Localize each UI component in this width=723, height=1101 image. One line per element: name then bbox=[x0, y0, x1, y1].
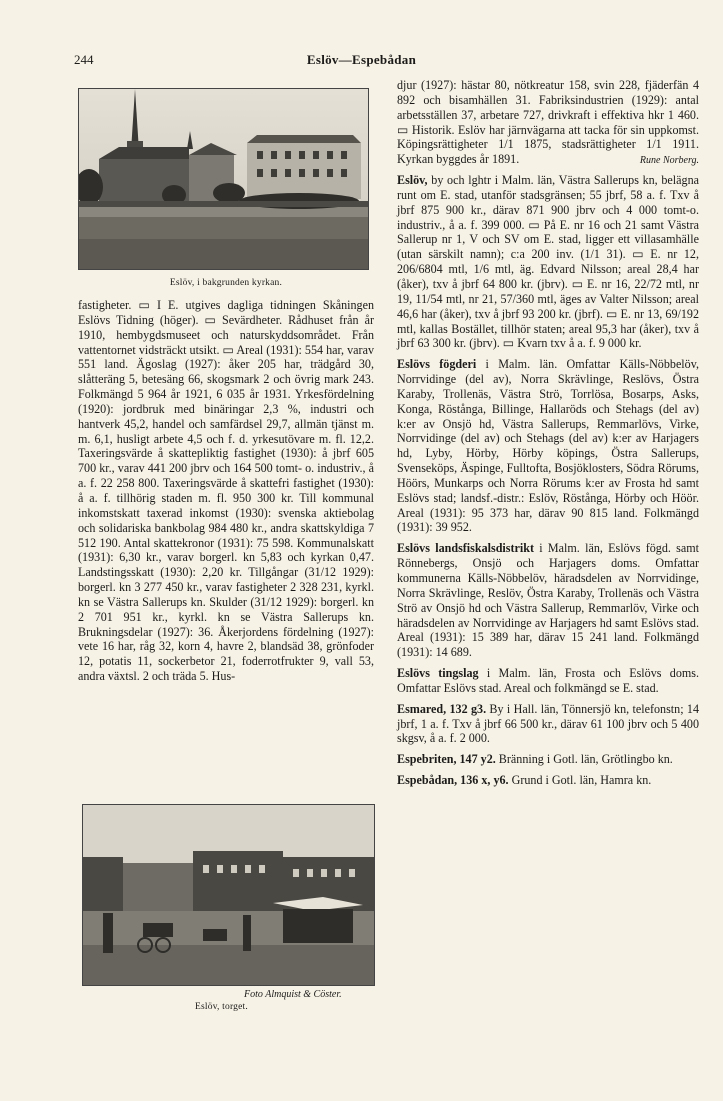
entry-eslov-by bbox=[397, 173, 699, 351]
entry-text: Grund i Gotl. län, Hamra kn. bbox=[508, 773, 652, 788]
entry-text: by och lghtr i Malm. län, Västra Sallerups kn, belägna runt om E. stad, utanför stadsgränsen; 55 jbrf, 58 a. f. Txv å jbrf 875 900 kr., därav 871 900 jbrv och 4 000 tomt-o. industriv., å a. f. 399 000. ▭ På E. nr 16 och 21 samt Västra Sallerup nr 1, V och SV om E. stad, ligger ett villasamhälle (utan särskilt namn); c:a 200 inv. (1/1 31). ▭ E. nr 12, 206/6804 mtl, 1/6 mtl, äg. Edvard Nilsson; areal 28,4 har (åker), txv å jbrf 64 800 kr. (jbrv). ▭ E. nr 16, 22/72 mtl, nr 19, 11/54 mtl, nr 21, 57/360 mtl, äges av Valter Nilsson; areal 46,6 har (åker), txv å jbrf 93 200 kr. (jbrf). ▭ E. nr 13, 69/192 mtl, kallas Bostället, tillhör staten; areal 95,3 har (åker), txv å jbrf 63 300 kr. (jbrv). ▭ Kvarn txv å a. f. 9 000 kr. bbox=[397, 173, 699, 351]
figure1-caption: Eslöv, i bakgrunden kyrkan. bbox=[169, 278, 283, 288]
entry-headword: Eslöv, bbox=[397, 173, 428, 188]
entry-text: djur (1927): hästar 80, nötkreatur 158, svin 228, fjäderfän 4 892 och bisamhällen 31. Fabriksindustrien (1929): antal arbetsställen 37, arbetare 727, drivkraft i effektiva hkr 1 460. ▭ Historik. Eslöv har järnvägarna att tacka för sin uppkomst. Köpingsrättigheter 1/1 1875, stadsrättigheter 1/1 1911. Kyrkan byggdes år 1891. bbox=[397, 78, 699, 167]
entry-headword: Eslövs fögderi bbox=[397, 357, 477, 372]
left-paragraph: fastigheter. ▭ I E. utgives dagliga tidningen Skåningen Eslövs Tidning (höger). ▭ Sevärdheter. Rådhuset från år 1910, hembygdsmuseet och naturskyddsområdet. Från vattentornet vidsträckt utsikt. ▭ Areal (1931): 554 har, varav 551 land. Ägoslag (1927): åker 205 har, trädgård 30, slåtteräng 5, betesäng 66, skogsmark 2 och övrig mark 243. Folkmängd 5 964 år 1921, 6 035 år 1931. Yrkesfördelning (1920): jordbruk med binäringar 2,3 %, industri och hantverk 45,2, handel och samfärdsel 29,7, allmän tjänst m. m. 6,1, husligt arbete 4,5 och f. d. yrkesutövare m. fl. 12,2. Taxeringsvärde å skattepliktig fastighet (1930): å jbrf 605 700 kr., varav 441 200 jbrv och 164 500 tomt- o. industriv., å a. f. 22 258 800. Taxeringsvärde å skattefri fastighet (1930): å a. f. tillhörig staden m. fl. 950 300 kr. Till kommunal inkomstskatt taxerad inkomst (1930): svenska aktiebolag och solidariska bankbolag 984 480 kr., andra skattskyldiga 7 512 190. Antal skattekronor (1931): 75 598. Kommunalskatt (1931): 6,30 kr., varav borgerl. kn 5,83 och kyrkan 0,47. Landstingsskatt (1930): 2,20 kr. Tillgångar (31/12 1929): borgerl. kn 3 277 450 kr., varav fastigheter 2 328 231, kyrkl. kn se Västra Sallerups kn. Skulder (31/12 1929): borgerl. kn 2 701 951 kr., kyrkl. kn se Västra Sallerups kn. Brukningsdelar (1927): 36. Åkerjordens fördelning (1927): vete 16 har, råg 32, korn 4, havre 2, blandsäd 38, grönfoder 12, potatis 11, sockerbetor 21, foderrotfrukter 9, vall 53, andra växtsl. 2 och träda 5. Hus- bbox=[78, 298, 374, 684]
page-header bbox=[0, 52, 723, 72]
entry-esmared bbox=[397, 702, 699, 747]
entry-headword: Eslövs landsfiskalsdistrikt bbox=[397, 541, 535, 556]
entry-text: i Malm. län, Eslövs fögd. samt Rönnebergs, Onsjö och Harjagers doms. Omfattar kommunerna Källs-Nöbbelöv, häradsdelen av Norrvidinge, Norra Skrävlinge, Reslöv, Östra Karaby, Trollenäs och Västra Strö av Onsjö hd och Västra Sallerup, Remmarlöv, Virke och häradsdelen av Norrvidinge av Harjagers hd samt Eslövs stad. Areal (1931): 15 389 har, därav 15 241 land. Folkmängd (1931): 14 689. bbox=[397, 541, 699, 660]
entry-headword: Espebådan, 136 x, y6. bbox=[397, 773, 509, 788]
entry-espebadan bbox=[397, 773, 699, 788]
entry-eslovs-landsfiskalsdistrikt bbox=[397, 541, 699, 660]
right-column bbox=[397, 78, 699, 788]
figure2-caption: Eslöv, torget. bbox=[195, 1002, 248, 1012]
author-signature: Rune Norberg. bbox=[639, 155, 699, 167]
entry-headword: Esmared, 132 g3. bbox=[397, 701, 487, 716]
entry-headword: Eslövs tingslag bbox=[397, 666, 479, 681]
figure2-credit: Foto Almquist & Cöster. bbox=[244, 989, 342, 1000]
running-title: Eslöv—Espebådan bbox=[306, 52, 417, 67]
photo-eslov-square bbox=[82, 804, 375, 986]
entry-headword: Espebriten, 147 y2. bbox=[397, 752, 496, 767]
entry-text: By i Hall. län, Tönnersjö kn, telefonstn; 14 jbrf, 1 a. f. Txv å jbrf 66 500 kr., därav 61 100 jbrv och 5 400 skgsv, å a. f. 2 000. bbox=[397, 701, 699, 746]
photo-eslov-church bbox=[78, 88, 369, 270]
entry-eslovs-tingslag bbox=[397, 666, 699, 696]
entry-espebriten bbox=[397, 752, 699, 767]
entry-text: Bränning i Gotl. län, Grötlingbo kn. bbox=[495, 752, 673, 767]
entry-text: i Malm. län. Omfattar Källs-Nöbbelöv, Norrvidinge (del av), Norra Skrävlinge, Reslövs, Östra Karaby, Trollenäs, Västra Strö, Torrlösa, Bosarps, Asks, Konga, Röstånga, Billinge, Hallaröds och Stehags (del av) k:er av Onsjö hd, Västra Sallerups, Remmarlövs, Virke, Norrvidinge (del av) och Stehags (del av) k:er av Harjagers hd, Lyby, Hörby, Hörby köpings, Östra Sallerups, Svenseköps, Äspinge, Fulltofta, Bosjöklosters, Södra Rörums, Höörs, Munkarps och Norra Rörums k:er av Frosta hd samt Eslövs stad; landsf.-distr.: Eslöv, Röstånga, Hörby och Höör. Areal (1931): 95 373 har, därav 90 815 land. Folkmängd (1931): 39 952. bbox=[397, 357, 700, 535]
entry-eslovs-fogderi bbox=[397, 357, 699, 535]
page-number: 244 bbox=[74, 52, 94, 67]
entry-text: i Malm. län, Frosta och Eslövs doms. Omfattar Eslövs stad. Areal och folkmängd se E. stad. bbox=[397, 666, 700, 695]
entry-eslov-stad-cont bbox=[397, 78, 699, 167]
left-column bbox=[78, 298, 374, 684]
